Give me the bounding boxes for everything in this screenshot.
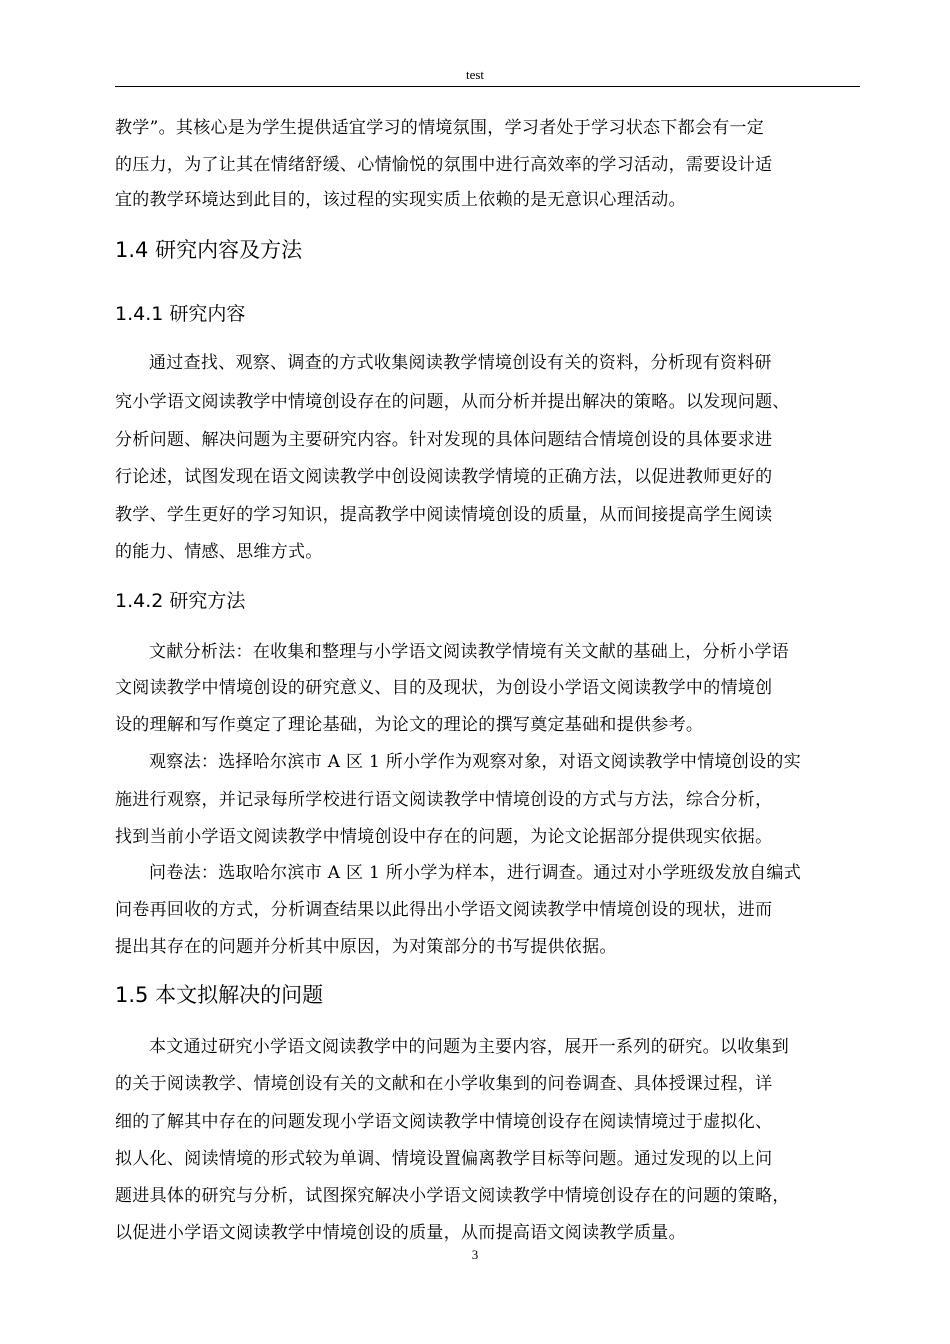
paragraph-line: 本文通过研究小学语文阅读教学中的问题为主要内容，展开一系列的研究。以收集到	[149, 1037, 790, 1057]
header-rule	[115, 86, 860, 87]
subsection-heading-1-4-1: 1.4.1 研究内容	[115, 303, 246, 325]
paragraph-line: 提出其存在的问题并分析其中原因，为对策部分的书写提供依据。	[115, 937, 617, 957]
page-number: 3	[471, 1247, 479, 1262]
paragraph-line: 观察法：选择哈尔滨市 A 区 1 所小学作为观察对象，对语文阅读教学中情境创设的实	[149, 752, 802, 772]
paragraph-line: 题进具体的研究与分析，试图探究解决小学语文阅读教学中情境创设存在的问题的策略，	[115, 1186, 790, 1206]
paragraph-line: 的关于阅读教学、情境创设有关的文献和在小学收集到的问卷调查、具体授课过程，详	[115, 1074, 773, 1094]
section-heading-1-4: 1.4 研究内容及方法	[115, 238, 303, 262]
paragraph-line: 分析问题、解决问题为主要研究内容。针对发现的具体问题结合情境创设的具体要求进	[115, 430, 773, 450]
paragraph-line: 以促进小学语文阅读教学中情境创设的质量，从而提高语文阅读教学质量。	[115, 1223, 686, 1243]
paragraph-line: 找到当前小学语文阅读教学中情境创设中存在的问题，为论文论据部分提供现实依据。	[115, 827, 773, 847]
paragraph-line: 问卷再回收的方式，分析调查结果以此得出小学语文阅读教学中情境创设的现状，进而	[115, 900, 773, 920]
page-header: test	[465, 67, 485, 82]
paragraph-line: 的压力，为了让其在情绪舒缓、心情愉悦的氛围中进行高效率的学习活动，需要设计适	[115, 155, 773, 175]
paragraph-line: 设的理解和写作奠定了理论基础，为论文的理论的撰写奠定基础和提供参考。	[115, 715, 704, 735]
paragraph-line: 拟人化、阅读情境的形式较为单调、情境设置偏离教学目标等问题。通过发现的以上问	[115, 1149, 773, 1169]
paragraph-line: 问卷法：选取哈尔滨市 A 区 1 所小学为样本，进行调查。通过对小学班级发放自编式	[149, 863, 802, 883]
paragraph-line: 通过查找、观察、调查的方式收集阅读教学情境创设有关的资料，分析现有资料研	[149, 353, 772, 373]
paragraph-line: 的能力、情感、思维方式。	[115, 542, 323, 562]
paragraph-line: 宜的教学环境达到此目的，该过程的实现实质上依赖的是无意识心理活动。	[115, 190, 686, 210]
paragraph-line: 施进行观察，并记录每所学校进行语文阅读教学中情境创设的方式与方法，综合分析，	[115, 790, 773, 810]
paragraph-line: 文阅读教学中情境创设的研究意义、目的及现状，为创设小学语文阅读教学中的情境创	[115, 678, 773, 698]
paragraph-line: 细的了解其中存在的问题发现小学语文阅读教学中情境创设存在阅读情境过于虚拟化、	[115, 1112, 773, 1132]
paragraph-line: 教学、学生更好的学习知识，提高教学中阅读情境创设的质量，从而间接提高学生阅读	[115, 505, 773, 525]
paragraph-line: 究小学语文阅读教学中情境创设存在的问题，从而分析并提出解决的策略。以发现问题、	[115, 392, 790, 412]
paragraph-line: 文献分析法：在收集和整理与小学语文阅读教学情境有关文献的基础上，分析小学语	[149, 642, 790, 662]
subsection-heading-1-4-2: 1.4.2 研究方法	[115, 590, 246, 612]
paragraph-line: 教学”。其核心是为学生提供适宜学习的情境氛围，学习者处于学习状态下都会有一定	[115, 118, 765, 138]
section-heading-1-5: 1.5 本文拟解决的问题	[115, 983, 324, 1007]
paragraph-line: 行论述，试图发现在语文阅读教学中创设阅读教学情境的正确方法，以促进教师更好的	[115, 467, 773, 487]
